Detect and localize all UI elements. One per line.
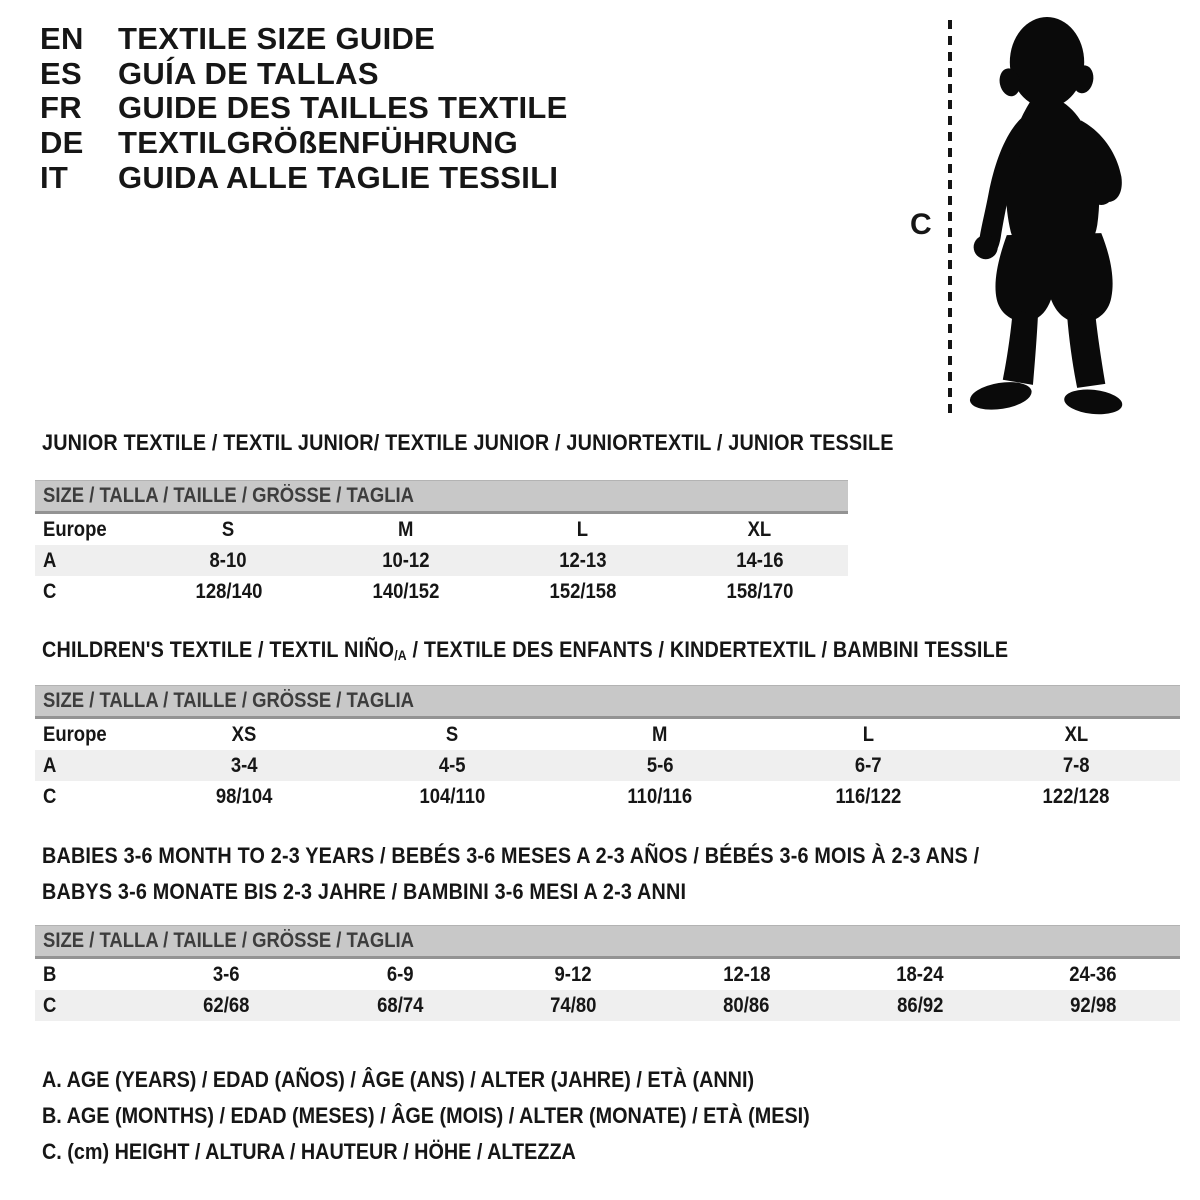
- size-value: 86/92: [896, 993, 944, 1017]
- children-title-sub: /A: [394, 648, 407, 663]
- size-value-cell: [140, 719, 348, 750]
- size-value-cell: [660, 990, 833, 1021]
- size-value: 98/104: [215, 784, 273, 808]
- size-value: 8-10: [210, 548, 247, 572]
- row-label: B: [43, 962, 57, 986]
- language-row-de: [40, 126, 568, 161]
- size-value-cell: [140, 990, 313, 1021]
- row-label: A: [43, 548, 57, 572]
- size-value: S: [445, 722, 459, 746]
- size-table-junior: [35, 480, 848, 607]
- legend-text-b: B. AGE (MONTHS) / EDAD (MESES) / ÂGE (MOIS) / ALTER (MONATE) / ETÀ (MESI): [42, 1103, 810, 1128]
- size-value: 7-8: [1062, 753, 1090, 777]
- legend-text-c: C. (cm) HEIGHT / ALTURA / HAUTEUR / HÖHE / ALTEZZA: [42, 1139, 576, 1164]
- size-value: L: [862, 722, 874, 746]
- table-row-a: [35, 750, 1180, 781]
- language-code: IT: [40, 159, 69, 195]
- size-value: 68/74: [376, 993, 424, 1017]
- size-value: L: [576, 517, 589, 541]
- language-code: FR: [40, 90, 82, 126]
- language-code: DE: [40, 125, 84, 161]
- row-label: C: [43, 579, 57, 603]
- table-row-europe: [35, 514, 848, 545]
- size-value: 122/128: [1042, 784, 1110, 808]
- size-value-cell: [833, 990, 1006, 1021]
- size-value: 5-6: [646, 753, 674, 777]
- size-value: 74/80: [550, 993, 597, 1017]
- language-row-en: [40, 22, 568, 57]
- table-row-c: [35, 781, 1180, 812]
- legend-text-a: A. AGE (YEARS) / EDAD (AÑOS) / ÂGE (ANS) / ALTER (JAHRE) / ETÀ (ANNI): [42, 1067, 755, 1092]
- table-row-a: [35, 545, 848, 576]
- row-label-cell: [35, 576, 140, 607]
- language-title: GUIDA ALLE TAGLIE TESSILI: [118, 159, 559, 195]
- size-value: 116/122: [835, 784, 901, 808]
- size-value: 3-4: [230, 753, 258, 777]
- size-value: 4-5: [438, 753, 466, 777]
- size-band-text: SIZE / TALLA / TAILLE / GRÖSSE / TAGLIA: [43, 484, 414, 507]
- size-value: M: [652, 722, 668, 746]
- language-title: TEXTILGRÖßENFÜHRUNG: [118, 125, 519, 161]
- size-value-cell: [317, 514, 494, 545]
- size-value-cell: [972, 750, 1180, 781]
- size-value-cell: [140, 545, 317, 576]
- size-table-children: [35, 685, 1180, 812]
- size-value-cell: [556, 781, 764, 812]
- section-title-children: [42, 637, 1116, 663]
- size-value-cell: [494, 514, 671, 545]
- children-title-post: / TEXTILE DES ENFANTS / KINDERTEXTIL / BAMBINI TESSILE: [406, 637, 1009, 662]
- size-value: 3-6: [213, 962, 241, 986]
- size-value-cell: [140, 576, 317, 607]
- section-title-junior-text: JUNIOR TEXTILE / TEXTIL JUNIOR/ TEXTILE JUNIOR / JUNIORTEXTIL / JUNIOR TESSILE: [42, 430, 894, 455]
- section-title-babies-line2: BABYS 3-6 MONATE BIS 2-3 JAHRE / BAMBINI 3-6 MESI A 2-3 ANNI: [42, 879, 687, 904]
- section-title-junior: [42, 430, 988, 456]
- size-value: 140/152: [372, 579, 439, 603]
- size-value-cell: [313, 959, 486, 990]
- row-label: Europe: [43, 722, 107, 746]
- size-band-text: SIZE / TALLA / TAILLE / GRÖSSE / TAGLIA: [43, 689, 414, 712]
- size-value: 110/116: [627, 784, 693, 808]
- size-value-cell: [972, 719, 1180, 750]
- size-value-cell: [140, 514, 317, 545]
- height-dashed-line: [948, 20, 952, 418]
- language-title: TEXTILE SIZE GUIDE: [118, 21, 436, 57]
- size-value: M: [397, 517, 414, 541]
- size-band-text: SIZE / TALLA / TAILLE / GRÖSSE / TAGLIA: [43, 929, 414, 952]
- row-label: Europe: [43, 517, 107, 541]
- size-value-cell: [487, 959, 660, 990]
- size-value-cell: [1007, 990, 1180, 1021]
- size-value: 104/110: [419, 784, 485, 808]
- language-title: GUÍA DE TALLAS: [118, 55, 379, 91]
- table-row-c: [35, 990, 1180, 1021]
- size-value: 14-16: [735, 548, 784, 572]
- size-value-cell: [348, 750, 556, 781]
- language-row-es: [40, 57, 568, 92]
- size-table-babies: [35, 925, 1180, 1021]
- legend-line-c: [42, 1134, 895, 1170]
- size-value: XL: [1064, 722, 1088, 746]
- size-value-cell: [972, 781, 1180, 812]
- size-value: 158/170: [726, 579, 793, 603]
- size-value-cell: [487, 990, 660, 1021]
- size-value: 12-18: [723, 962, 771, 986]
- row-label-cell: [35, 719, 140, 750]
- row-label-cell: [35, 959, 140, 990]
- size-value-cell: [660, 959, 833, 990]
- size-value-cell: [764, 719, 972, 750]
- size-value-cell: [348, 719, 556, 750]
- size-value: 10-12: [381, 548, 430, 572]
- section-title-children-text: [42, 637, 1008, 663]
- language-code: ES: [40, 55, 82, 91]
- row-label: C: [43, 784, 57, 808]
- size-value-cell: [494, 576, 671, 607]
- row-label: A: [43, 753, 57, 777]
- size-value-cell: [140, 781, 348, 812]
- size-value: 12-13: [558, 548, 607, 572]
- language-title: GUIDE DES TAILLES TEXTILE: [118, 90, 568, 126]
- size-value-cell: [671, 514, 848, 545]
- size-value-cell: [313, 990, 486, 1021]
- children-title-pre: CHILDREN'S TEXTILE / TEXTIL NIÑO: [42, 637, 395, 662]
- size-value: S: [222, 517, 235, 541]
- size-value-cell: [348, 781, 556, 812]
- language-code: EN: [40, 21, 84, 57]
- table-row-europe: [35, 719, 1180, 750]
- size-value: 6-9: [386, 962, 414, 986]
- size-value-cell: [140, 750, 348, 781]
- size-value-cell: [556, 750, 764, 781]
- size-value: 6-7: [854, 753, 882, 777]
- size-value: 18-24: [896, 962, 944, 986]
- table-row-b: [35, 959, 1180, 990]
- row-label: C: [43, 993, 57, 1017]
- size-value-cell: [671, 545, 848, 576]
- size-value-cell: [140, 959, 313, 990]
- language-title-list: [40, 22, 568, 195]
- size-value: 80/86: [723, 993, 770, 1017]
- row-label-cell: [35, 750, 140, 781]
- size-value: XS: [231, 722, 257, 746]
- table-row-c: [35, 576, 848, 607]
- height-c-label: C: [910, 208, 932, 241]
- size-value: 9-12: [554, 962, 592, 986]
- size-value: 62/68: [203, 993, 250, 1017]
- size-value: XL: [747, 517, 772, 541]
- size-value-cell: [317, 576, 494, 607]
- size-band: [35, 480, 848, 514]
- size-value-cell: [833, 959, 1006, 990]
- row-label-cell: [35, 514, 140, 545]
- size-value: 128/140: [195, 579, 262, 603]
- height-measure-figure: [898, 12, 1188, 426]
- measurement-legend: [42, 1062, 895, 1170]
- legend-line-b: [42, 1098, 895, 1134]
- size-value-cell: [764, 750, 972, 781]
- size-value-cell: [764, 781, 972, 812]
- section-title-babies: [42, 838, 1083, 910]
- row-label-cell: [35, 545, 140, 576]
- language-row-it: [40, 160, 568, 195]
- size-value-cell: [494, 545, 671, 576]
- size-value-cell: [317, 545, 494, 576]
- language-row-fr: [40, 91, 568, 126]
- size-value: 24-36: [1069, 962, 1117, 986]
- row-label-cell: [35, 781, 140, 812]
- size-band: [35, 925, 1180, 959]
- legend-line-a: [42, 1062, 895, 1098]
- size-band: [35, 685, 1180, 719]
- toddler-silhouette-icon: [960, 16, 1132, 418]
- size-value: 92/98: [1070, 993, 1117, 1017]
- row-label-cell: [35, 990, 140, 1021]
- section-title-babies-line1: BABIES 3-6 MONTH TO 2-3 YEARS / BEBÉS 3-6 MESES A 2-3 AÑOS / BÉBÉS 3-6 MOIS À 2-3 ANS /: [42, 843, 980, 868]
- size-value: 152/158: [549, 579, 616, 603]
- size-value-cell: [671, 576, 848, 607]
- size-value-cell: [556, 719, 764, 750]
- size-value-cell: [1007, 959, 1180, 990]
